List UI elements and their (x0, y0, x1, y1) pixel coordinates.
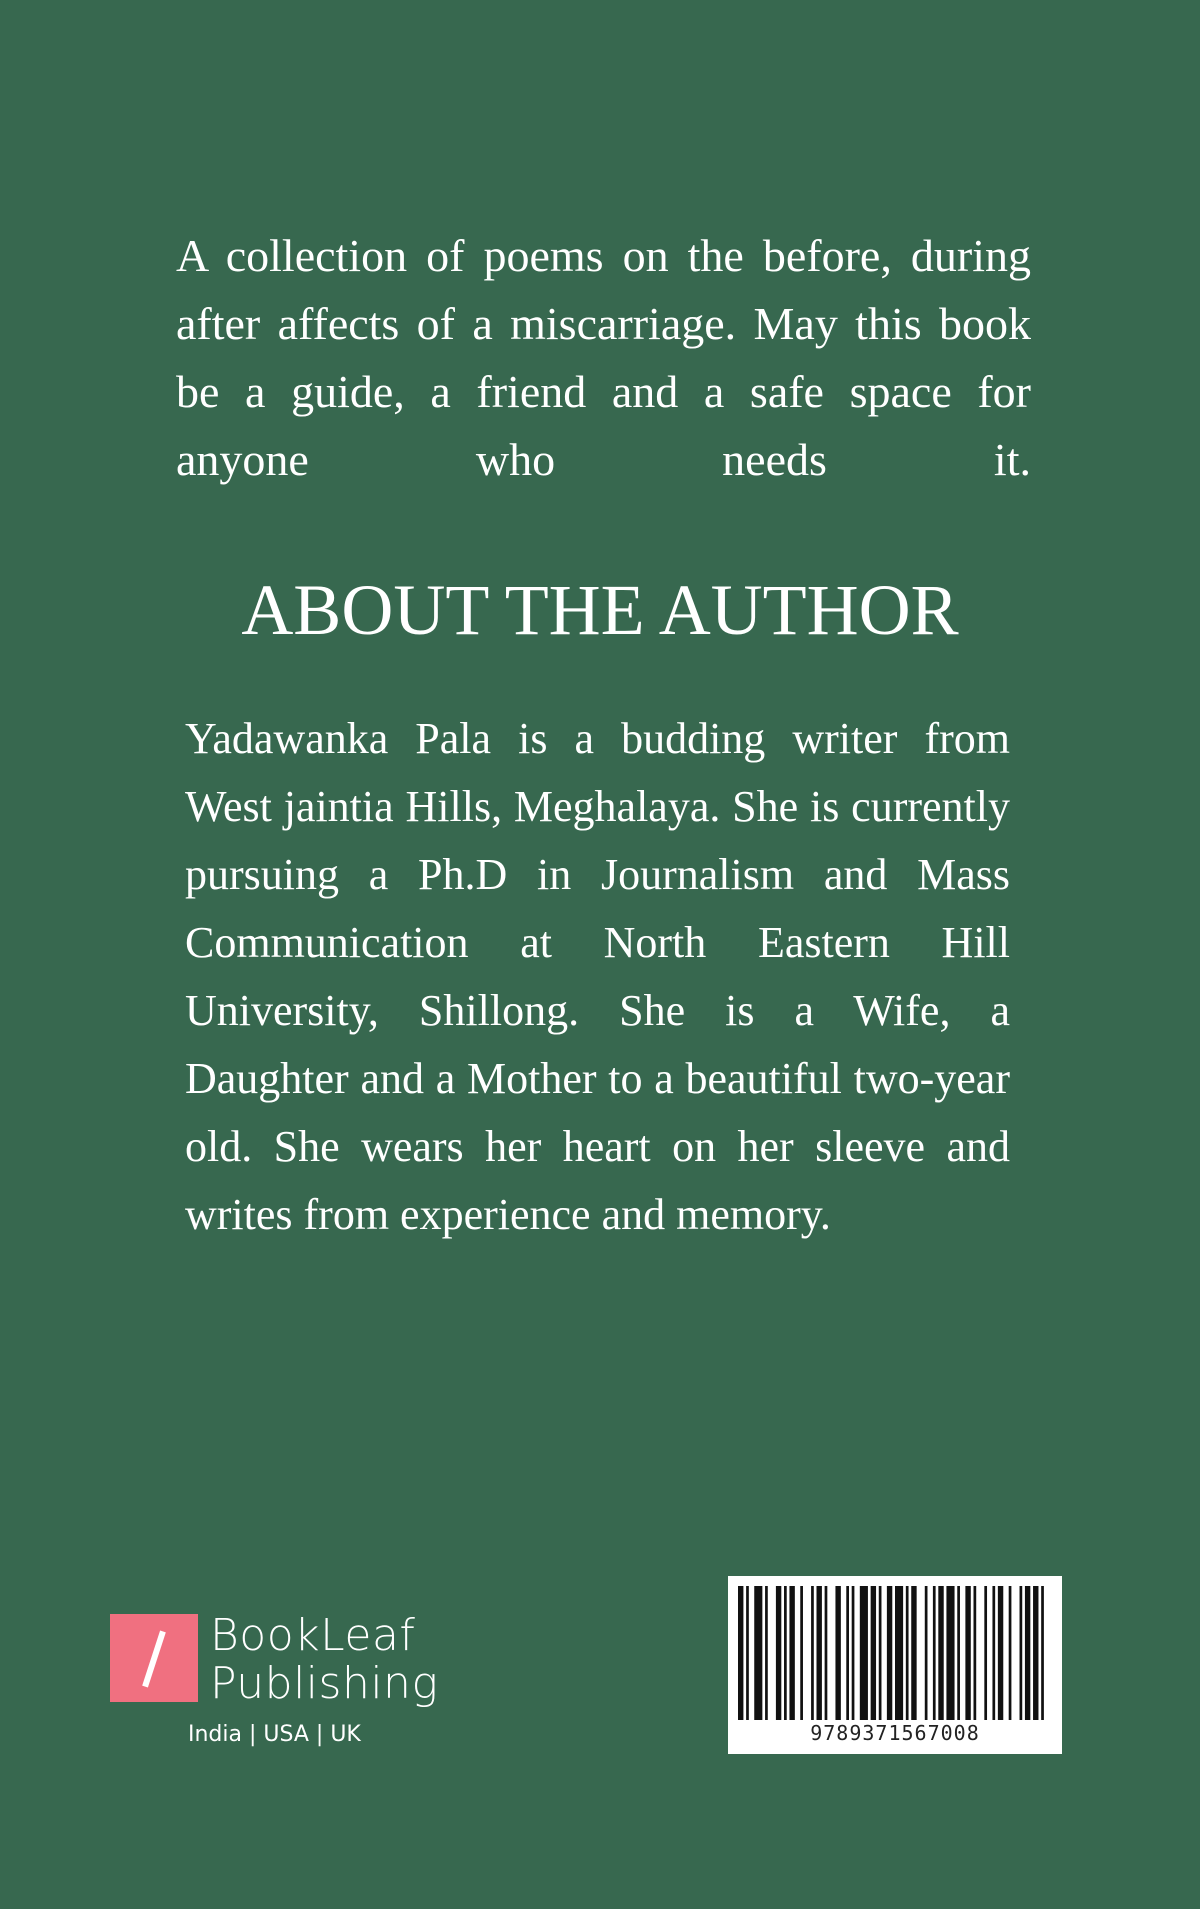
barcode-bar (879, 1586, 882, 1720)
barcode-bar (957, 1586, 960, 1720)
publisher-name-line1: BookLeaf (210, 1610, 416, 1661)
barcode-bar (887, 1586, 892, 1720)
barcode-bar (811, 1586, 814, 1720)
barcode-bar (895, 1586, 903, 1720)
barcode-bar (1041, 1586, 1044, 1720)
isbn-number: 9789371567008 (810, 1721, 980, 1745)
barcode-bar (860, 1586, 868, 1720)
barcode-bar (965, 1586, 970, 1720)
publisher-logo (110, 1610, 450, 1760)
barcode-bar (754, 1586, 762, 1720)
barcode-bar (1009, 1586, 1012, 1720)
barcode-bar (738, 1586, 743, 1720)
barcode-bar (776, 1586, 781, 1720)
barcode-bar (765, 1586, 768, 1720)
barcode-bar (974, 1586, 977, 1720)
barcode-bar (984, 1586, 987, 1720)
barcode-bar (817, 1586, 822, 1720)
barcode-bar (946, 1586, 954, 1720)
barcode-bar (1025, 1586, 1030, 1720)
barcode-bar (852, 1586, 855, 1720)
publisher-name-line2: Publishing (210, 1658, 439, 1709)
isbn-barcode (728, 1576, 1062, 1754)
about-author-heading: ABOUT THE AUTHOR (241, 570, 959, 650)
barcode-bar (746, 1586, 749, 1720)
barcode-bar (846, 1586, 849, 1720)
barcode-bar (992, 1586, 995, 1720)
barcode-bar (938, 1586, 943, 1720)
slash-icon (110, 1614, 198, 1702)
barcode-bar (1020, 1586, 1023, 1720)
barcode-bars (738, 1586, 1052, 1720)
publisher-regions: India | USA | UK (188, 1722, 361, 1747)
barcode-bar (906, 1586, 909, 1720)
barcode-bar (825, 1586, 828, 1720)
barcode-bar (789, 1586, 794, 1720)
barcode-bar (835, 1586, 840, 1720)
barcode-bar (1033, 1586, 1038, 1720)
barcode-bar (998, 1586, 1003, 1720)
barcode-bar (911, 1586, 916, 1720)
barcode-bar (925, 1586, 928, 1720)
barcode-bar (784, 1586, 787, 1720)
book-blurb: A collection of poems on the before, during after affects of a miscarriage. May this book be a guide, a friend and a safe space for anyone who needs it. (176, 230, 1031, 485)
barcode-bar (933, 1586, 936, 1720)
author-bio: Yadawanka Pala is a budding writer from West jaintia Hills, Meghalaya. She is currently pursuing a Ph.D in Journalism and Mass Communication at North Eastern Hill University, Shillong. She is a Wife, a Daughter and a Mother to a beautiful two-year old. She wears her heart on her sleeve and writes from experience and memory. (185, 714, 1010, 1239)
barcode-bar (800, 1586, 803, 1720)
barcode-bar (871, 1586, 876, 1720)
